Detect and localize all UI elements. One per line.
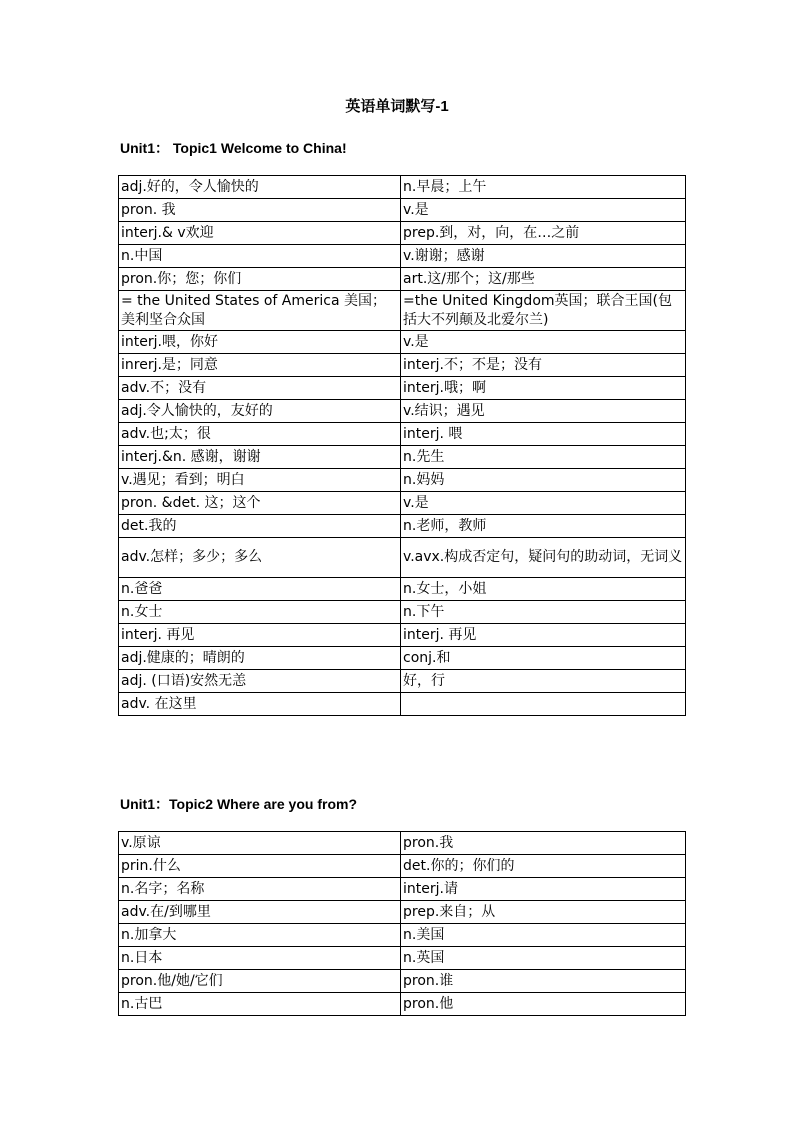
table-row — [119, 924, 686, 947]
definition-cell-left: = the United States of America 美国；美利坚合众国 — [119, 291, 401, 331]
table-row — [119, 199, 686, 222]
definition-cell-right: det.你的；你们的 — [401, 855, 686, 878]
definition-cell-right: 好，行 — [401, 670, 686, 693]
vocab-table-topic2 — [118, 831, 686, 1016]
table-row — [119, 469, 686, 492]
definition-cell-right: v.是 — [401, 331, 686, 354]
table-row — [119, 291, 686, 331]
definition-cell-right: interj. 再见 — [401, 624, 686, 647]
definition-cell-right: pron.他 — [401, 993, 686, 1016]
table-row — [119, 624, 686, 647]
definition-cell-right: interj.请 — [401, 878, 686, 901]
document-title: 英语单词默写-1 — [345, 98, 449, 115]
definition-cell-left: adv.不；没有 — [119, 377, 401, 400]
definition-cell-right: n.英国 — [401, 947, 686, 970]
definition-cell-left: det.我的 — [119, 515, 401, 538]
definition-cell-right: interj.不；不是；没有 — [401, 354, 686, 377]
table-row — [119, 970, 686, 993]
definition-cell-left: n.加拿大 — [119, 924, 401, 947]
definition-cell-right: prep.来自；从 — [401, 901, 686, 924]
definition-cell-left: v.原谅 — [119, 832, 401, 855]
definition-cell-right: =the United Kingdom英国；联合王国(包括大不列颠及北爱尔兰) — [401, 291, 686, 331]
definition-cell-left: adv.在/到哪里 — [119, 901, 401, 924]
table-row — [119, 423, 686, 446]
vocab-table-topic1 — [118, 175, 686, 716]
definition-cell-right: v.avx.构成否定句，疑问句的助动词，无词义 — [401, 538, 686, 578]
definition-cell-left: n.日本 — [119, 947, 401, 970]
definition-cell-right: v.是 — [401, 199, 686, 222]
definition-cell-left: adj. (口语)安然无恙 — [119, 670, 401, 693]
table-row — [119, 331, 686, 354]
table-row — [119, 222, 686, 245]
definition-cell-left: pron. &det. 这；这个 — [119, 492, 401, 515]
table-row — [119, 400, 686, 423]
table-row — [119, 855, 686, 878]
definition-cell-right — [401, 693, 686, 716]
definition-cell-left: adv.也;太；很 — [119, 423, 401, 446]
table-row — [119, 693, 686, 716]
table-row — [119, 578, 686, 601]
table-row — [119, 901, 686, 924]
definition-cell-left: n.古巴 — [119, 993, 401, 1016]
definition-cell-right: pron.我 — [401, 832, 686, 855]
definition-cell-right: n.美国 — [401, 924, 686, 947]
definition-cell-left: prin.什么 — [119, 855, 401, 878]
definition-cell-right: n.妈妈 — [401, 469, 686, 492]
definition-cell-left: pron.他/她/它们 — [119, 970, 401, 993]
definition-cell-right: n.早晨；上午 — [401, 176, 686, 199]
table-row — [119, 268, 686, 291]
definition-cell-right: n.女士，小姐 — [401, 578, 686, 601]
definition-cell-left: n.女士 — [119, 601, 401, 624]
definition-cell-left: pron. 我 — [119, 199, 401, 222]
table-row — [119, 601, 686, 624]
definition-cell-right: art.这/那个；这/那些 — [401, 268, 686, 291]
table-row — [119, 647, 686, 670]
definition-cell-right: pron.谁 — [401, 970, 686, 993]
definition-cell-left: adv. 在这里 — [119, 693, 401, 716]
definition-cell-left: adj.好的，令人愉快的 — [119, 176, 401, 199]
definition-cell-right: v.谢谢；感谢 — [401, 245, 686, 268]
definition-cell-left: interj.& v欢迎 — [119, 222, 401, 245]
section-heading-topic2: Unit1：Topic2 Where are you from? — [120, 796, 357, 812]
definition-cell-right: n.下午 — [401, 601, 686, 624]
definition-cell-left: n.爸爸 — [119, 578, 401, 601]
table-row — [119, 354, 686, 377]
definition-cell-left: inrerj.是；同意 — [119, 354, 401, 377]
definition-cell-right: v.是 — [401, 492, 686, 515]
table-row — [119, 446, 686, 469]
definition-cell-right: n.先生 — [401, 446, 686, 469]
definition-cell-left: n.中国 — [119, 245, 401, 268]
definition-cell-left: interj.&n. 感谢，谢谢 — [119, 446, 401, 469]
definition-cell-left: v.遇见；看到；明白 — [119, 469, 401, 492]
table-row — [119, 245, 686, 268]
table-row — [119, 538, 686, 578]
definition-cell-left: interj. 再见 — [119, 624, 401, 647]
definition-cell-left: adj.健康的；晴朗的 — [119, 647, 401, 670]
definition-cell-right: n.老师，教师 — [401, 515, 686, 538]
definition-cell-right: interj.哦；啊 — [401, 377, 686, 400]
definition-cell-right: v.结识；遇见 — [401, 400, 686, 423]
table-row — [119, 377, 686, 400]
table-row — [119, 832, 686, 855]
table-row — [119, 993, 686, 1016]
definition-cell-left: n.名字；名称 — [119, 878, 401, 901]
definition-cell-left: adj.令人愉快的，友好的 — [119, 400, 401, 423]
definition-cell-right: interj. 喂 — [401, 423, 686, 446]
table-row — [119, 947, 686, 970]
definition-cell-right: conj.和 — [401, 647, 686, 670]
definition-cell-left: interj.喂，你好 — [119, 331, 401, 354]
definition-cell-right: prep.到，对，向，在…之前 — [401, 222, 686, 245]
table-row — [119, 878, 686, 901]
section-heading-topic1: Unit1： Topic1 Welcome to China! — [120, 140, 347, 156]
table-row — [119, 670, 686, 693]
table-row — [119, 492, 686, 515]
definition-cell-left: adv.怎样；多少；多么 — [119, 538, 401, 578]
definition-cell-left: pron.你；您；你们 — [119, 268, 401, 291]
table-row — [119, 176, 686, 199]
table-row — [119, 515, 686, 538]
